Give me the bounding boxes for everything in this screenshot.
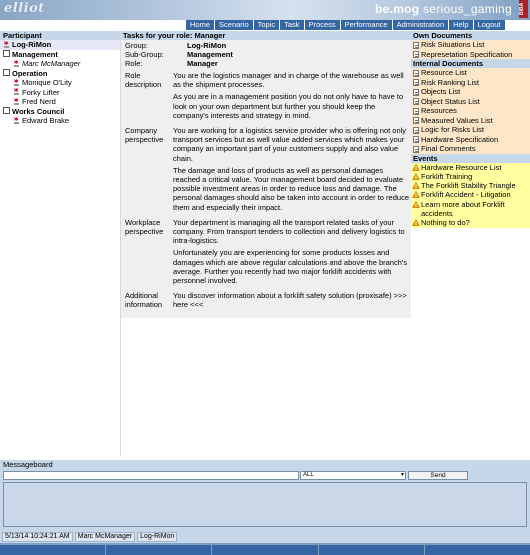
events-list — [411, 163, 530, 228]
document-icon — [413, 51, 419, 58]
nav-process[interactable]: Process — [305, 20, 340, 30]
chevron-down-icon: ▾ — [400, 472, 404, 478]
events-item[interactable] — [411, 218, 530, 227]
item-label: Final Comments — [421, 144, 476, 153]
events-item[interactable] — [411, 200, 530, 219]
item-label: Forklift Accident - Litigation — [421, 190, 511, 200]
recipient-select[interactable] — [300, 471, 406, 480]
role-table — [121, 40, 411, 318]
document-icon — [413, 127, 419, 134]
internal-documents-item[interactable] — [411, 106, 530, 116]
own-documents-title: Own Documents — [411, 31, 530, 40]
participant-label: Forky Lifter — [22, 87, 60, 97]
section-text — [173, 126, 409, 215]
participant-panel — [0, 31, 121, 456]
taskbar-tab — [106, 545, 211, 555]
events-item[interactable] — [411, 163, 530, 172]
warning-icon — [412, 173, 420, 180]
messageboard-title: Messageboard — [3, 460, 53, 469]
status-datetime: 5/13/14 10:24:21 AM — [2, 532, 73, 542]
warning-icon — [412, 164, 420, 171]
nav-scenario[interactable]: Scenario — [215, 20, 253, 30]
status-group: Log-RiMon — [137, 532, 177, 542]
participant-label: Edward Brake — [22, 116, 70, 125]
nav-logout[interactable]: Logout — [474, 20, 505, 30]
role-section — [121, 71, 411, 123]
subgroup-row — [121, 50, 411, 59]
participant-label: Fred Nerd — [22, 97, 56, 106]
internal-documents-item[interactable] — [411, 68, 530, 78]
item-label: Logic for Risks List — [421, 125, 484, 134]
brand-light: serious_gaming — [423, 2, 512, 16]
app-header — [0, 0, 530, 20]
item-label: Resource List — [421, 68, 467, 77]
taskbar-tab — [212, 545, 317, 555]
checkbox-icon[interactable] — [3, 69, 10, 76]
participant-row[interactable] — [0, 116, 120, 126]
item-label: Object Status List — [421, 96, 480, 106]
section-paragraph: As you are in a management position you do not only have to have to look on your own department but further you should keep the company's interests and strategy in mind. — [173, 92, 404, 120]
role-label: Role: — [125, 59, 143, 68]
participant-list — [0, 40, 120, 126]
item-label: Risk Situations List — [421, 40, 485, 49]
item-label: Resources — [421, 106, 457, 115]
checkbox-icon[interactable] — [3, 50, 10, 57]
group-label: Group: — [125, 41, 148, 50]
internal-documents-item[interactable] — [411, 87, 530, 97]
events-title: Events — [411, 154, 530, 163]
item-label: Learn more about Forklift accidents — [421, 199, 505, 218]
warning-icon — [412, 182, 420, 189]
participant-row[interactable] — [0, 59, 120, 69]
document-icon — [413, 70, 419, 77]
nav-home[interactable]: Home — [186, 20, 214, 30]
message-history[interactable] — [3, 482, 527, 527]
send-button[interactable]: Send — [408, 471, 468, 480]
group-row — [121, 41, 411, 50]
section-label: Role description — [125, 71, 162, 89]
section-label: Workplace perspective — [125, 217, 164, 236]
role-row — [121, 59, 411, 68]
internal-documents-item[interactable] — [411, 125, 530, 135]
documents-panel — [411, 31, 530, 228]
participant-label: Monique O'Lity — [22, 78, 72, 87]
role-section — [121, 291, 411, 312]
section-paragraph: The damage and loss of products as well as personal damages reached a critical value. Your management board decided to evaluate possible investment areas in order to reduce loss and damage. The personal damages should also be taken into account in order to reduce them and especially their impact. — [173, 165, 409, 212]
item-label: The Forklift Stability Triangle — [421, 181, 516, 191]
brand-bold: be.mog — [374, 2, 420, 16]
document-icon — [413, 42, 419, 49]
document-icon — [413, 136, 419, 143]
item-label: Nothing to do? — [421, 218, 470, 228]
own-documents-list — [411, 40, 530, 59]
nav-performance[interactable]: Performance — [341, 20, 392, 30]
warning-icon — [412, 201, 420, 208]
taskbar-tab — [0, 545, 105, 555]
nav-topic[interactable]: Topic — [254, 20, 280, 30]
participant-label: Operation — [12, 68, 48, 78]
role-sections — [121, 71, 411, 313]
document-icon — [413, 98, 419, 105]
recipient-select-value: ALL — [303, 472, 314, 478]
taskbar-tab — [319, 545, 424, 555]
item-label: Hardware Specification — [421, 134, 499, 144]
section-text — [173, 71, 409, 123]
user-icon — [13, 88, 20, 95]
item-label: Hardware Resource List — [421, 162, 502, 172]
section-text — [173, 291, 409, 312]
message-input[interactable] — [3, 471, 299, 480]
document-icon — [413, 79, 419, 86]
item-label: Objects List — [421, 87, 461, 96]
subgroup-value: Management — [187, 50, 233, 59]
participant-row[interactable] — [0, 40, 120, 50]
user-icon — [13, 98, 20, 105]
events-item[interactable] — [411, 181, 530, 190]
item-label: Risk Ranking List — [421, 77, 479, 87]
section-label: Additional information — [125, 291, 163, 310]
participant-label: Log-RiMon — [12, 40, 52, 49]
checkbox-icon[interactable] — [3, 107, 10, 114]
main-nav — [186, 20, 505, 30]
section-text — [173, 218, 409, 288]
taskbar-strip — [0, 543, 530, 555]
internal-documents-list — [411, 68, 530, 154]
internal-documents-item[interactable] — [411, 135, 530, 145]
internal-documents-title: Internal Documents — [411, 59, 530, 68]
role-panel — [121, 31, 411, 321]
own-documents-item[interactable] — [411, 50, 530, 60]
document-icon — [413, 146, 419, 153]
messageboard — [0, 460, 530, 530]
subgroup-label: Sub-Group: — [125, 50, 164, 59]
user-icon — [3, 41, 10, 48]
document-icon — [413, 89, 419, 96]
elliot-logo: elliot — [4, 1, 45, 16]
warning-icon — [412, 219, 420, 226]
warning-icon — [412, 191, 420, 198]
events-item[interactable] — [411, 172, 530, 181]
events-item[interactable] — [411, 190, 530, 199]
nav-administration[interactable]: Administration — [393, 20, 449, 30]
participant-label: Management — [12, 49, 58, 59]
internal-documents-item[interactable] — [411, 144, 530, 154]
own-documents-item[interactable] — [411, 40, 530, 50]
user-icon — [13, 117, 20, 124]
section-label: Company perspective — [125, 126, 164, 145]
participant-row[interactable] — [0, 97, 120, 107]
status-user: Marc McManager — [75, 532, 135, 542]
section-paragraph: Your department is managing all the transport related tasks of your company. From transport tenders to collection and delivery logistics to intra-logistics. — [173, 217, 405, 246]
internal-documents-item[interactable] — [411, 116, 530, 126]
participant-label: Works Council — [12, 106, 65, 116]
item-label: Measured Values List — [421, 115, 493, 125]
participant-panel-title: Participant — [0, 31, 120, 40]
nav-task[interactable]: Task — [280, 20, 303, 30]
internal-documents-item[interactable] — [411, 97, 530, 107]
document-icon — [413, 117, 419, 124]
document-icon — [413, 108, 419, 115]
group-value: Log-RiMon — [187, 41, 227, 50]
role-section — [121, 218, 411, 288]
section-paragraph: You are the logistics manager and in charge of the warehouse as well as the shipment processes. — [173, 71, 404, 90]
status-bar — [0, 530, 530, 543]
brand-name — [375, 2, 512, 16]
section-paragraph: You are working for a logistics service provider who is offering not only transport services but as well value added services which makes your company an important part of your customers supply and also value chain. — [173, 126, 407, 163]
role-panel-title: Tasks for your role: Manager — [121, 31, 411, 40]
internal-documents-item[interactable] — [411, 78, 530, 88]
section-paragraph: You discover information about a forklift safety solution (proxisafe) >>> here <<< — [173, 291, 407, 310]
participant-label: Marc McManager — [22, 59, 81, 68]
user-icon — [13, 79, 20, 86]
taskbar-tab — [425, 545, 530, 555]
role-section — [121, 126, 411, 215]
nav-help[interactable]: Help — [449, 20, 472, 30]
section-paragraph: Unfortunately you are experiencing for some products losses and damages which are above regular calculations and above the branch's average. Further you recently had two major forklift accidents with personnel involved. — [173, 248, 408, 286]
brand-side-badge: BIBA — [519, 0, 528, 18]
item-label: Forklift Training — [421, 171, 473, 181]
role-value: Manager — [187, 59, 218, 68]
user-icon — [13, 60, 20, 67]
item-label: Represetation Specification — [421, 49, 513, 59]
